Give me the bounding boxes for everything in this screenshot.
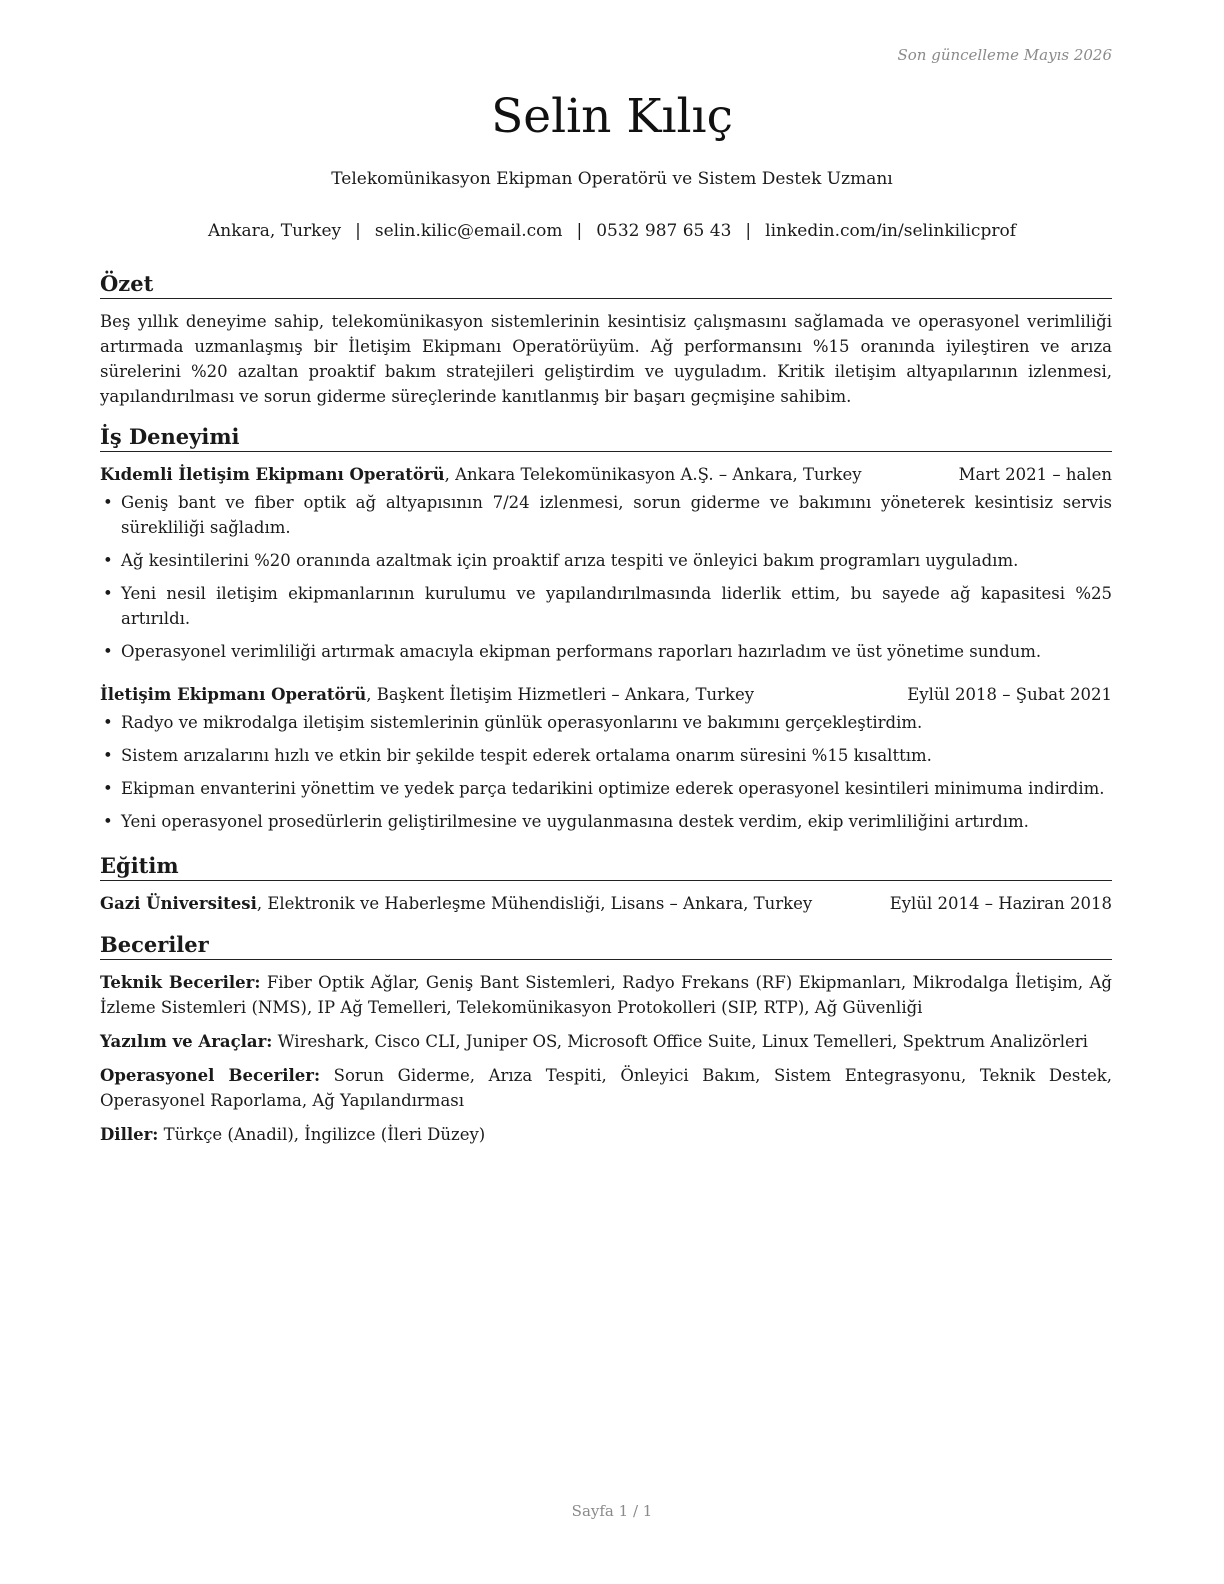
skill-label: Operasyonel Beceriler:	[100, 1066, 321, 1085]
skill-group	[100, 1122, 1112, 1147]
job-header	[100, 462, 1112, 488]
job-org: , Başkent İletişim Hizmetleri – Ankara, Turkey	[366, 685, 755, 704]
bullet-text: Geniş bant ve fiber optik ağ altyapısının 7/24 izlenmesi, sorun giderme ve bakımını yöneterek kesintisiz servis sürekliliği sağladım.	[121, 493, 1112, 537]
skill-text: Türkçe (Anadil), İngilizce (İleri Düzey)	[158, 1125, 486, 1144]
skill-label: Diller:	[100, 1125, 159, 1144]
job-dates: Mart 2021 – halen	[958, 465, 1112, 484]
bullet-icon: •	[103, 746, 113, 765]
bullet-text: Radyo ve mikrodalga iletişim sistemlerinin günlük operasyonlarını ve bakımını gerçekleştirdim.	[121, 713, 923, 732]
bullet-icon: •	[103, 551, 113, 570]
contact-location: Ankara, Turkey	[208, 221, 342, 241]
summary-text: Beş yıllık deneyime sahip, telekomünikasyon sistemlerinin kesintisiz çalışmasını sağlamada ve operasyonel verimliliği artırmada uzmanlaşmış bir İletişim Ekipmanı Operatörüyüm. Ağ performansını %15 oranında iyileştiren ve arıza sürelerini %20 azaltan proaktif bakım stratejileri geliştirdim ve uyguladım. Kritik iletişim altyapılarının izlenmesi, yapılandırılması ve sorun giderme süreçlerinde kanıtlanmış bir başarı geçmişine sahibim.	[100, 312, 1112, 406]
school-name: Gazi Üniversitesi	[100, 894, 257, 913]
contact-separator: |	[745, 221, 752, 241]
bullet-text: Yeni operasyonel prosedürlerin geliştirilmesine ve uygulanmasına destek verdim, ekip verimliliğini artırdım.	[121, 812, 1029, 831]
job-bullets	[100, 710, 1112, 834]
list-item	[100, 548, 1112, 573]
bullet-icon: •	[103, 812, 113, 831]
resume-content	[100, 270, 1112, 1156]
contact-linkedin[interactable]: linkedin.com/in/selinkilicprof	[765, 221, 1016, 241]
skill-label: Yazılım ve Araçlar:	[100, 1032, 273, 1051]
education-dates: Eylül 2014 – Haziran 2018	[889, 894, 1112, 913]
job-org: , Ankara Telekomünikasyon A.Ş. – Ankara, Turkey	[444, 465, 862, 484]
skill-group	[100, 1063, 1112, 1113]
list-item	[100, 490, 1112, 540]
job-dates: Eylül 2018 – Şubat 2021	[907, 685, 1112, 704]
last-updated: Son güncelleme Mayıs 2026	[897, 46, 1112, 64]
list-item	[100, 581, 1112, 631]
headline: Telekomünikasyon Ekipman Operatörü ve Sistem Destek Uzmanı	[331, 169, 893, 189]
job-header	[100, 682, 1112, 708]
list-item	[100, 639, 1112, 664]
contact-separator: |	[355, 221, 361, 241]
job-role: Kıdemli İletişim Ekipmanı Operatörü	[100, 465, 445, 484]
person-name: Selin Kılıç	[491, 89, 733, 144]
skill-label: Teknik Beceriler:	[100, 973, 261, 992]
list-item	[100, 743, 1112, 768]
bullet-text: Ağ kesintilerini %20 oranında azaltmak için proaktif arıza tespiti ve önleyici bakım programları uyguladım.	[121, 551, 1019, 570]
bullet-icon: •	[103, 779, 113, 798]
bullet-icon: •	[103, 584, 113, 603]
bullet-text: Sistem arızalarını hızlı ve etkin bir şekilde tespit ederek ortalama onarım süresini %15 kısalttım.	[121, 746, 932, 765]
job-role: İletişim Ekipmanı Operatörü	[100, 685, 367, 704]
job-entry	[100, 682, 1112, 834]
job-entry	[100, 462, 1112, 664]
skill-text: Fiber Optik Ağlar, Geniş Bant Sistemleri, Radyo Frekans (RF) Ekipmanları, Mikrodalga İletişim, Ağ İzleme Sistemleri (NMS), IP Ağ Temelleri, Telekomünikasyon Protokolleri (SIP, RTP), Ağ Güvenliği	[100, 973, 1112, 1017]
page-number: Sayfa 1 / 1	[571, 1502, 653, 1520]
section-title-education: Eğitim	[100, 852, 1112, 881]
list-item	[100, 710, 1112, 735]
education-entry	[100, 891, 1112, 917]
section-title-skills: Beceriler	[100, 931, 1112, 960]
education-detail: , Elektronik ve Haberleşme Mühendisliği, Lisans – Ankara, Turkey	[256, 894, 813, 913]
section-title-experience: İş Deneyimi	[100, 423, 1112, 452]
bullet-icon: •	[103, 642, 113, 661]
contact-separator: |	[576, 221, 583, 241]
job-bullets	[100, 490, 1112, 664]
list-item	[100, 809, 1112, 834]
bullet-text: Ekipman envanterini yönettim ve yedek parça tedarikini optimize ederek operasyonel kesintileri minimuma indirdim.	[121, 779, 1105, 798]
bullet-icon: •	[103, 493, 113, 512]
list-item	[100, 776, 1112, 801]
contact-phone: 0532 987 65 43	[596, 221, 732, 241]
contact-line	[0, 220, 1224, 242]
bullet-icon: •	[103, 713, 113, 732]
bullet-text: Operasyonel verimliliği artırmak amacıyla ekipman performans raporları hazırladım ve üst yönetime sundum.	[121, 642, 1042, 661]
skill-text: Wireshark, Cisco CLI, Juniper OS, Microsoft Office Suite, Linux Temelleri, Spektrum Analizörleri	[272, 1032, 1088, 1051]
skill-group	[100, 970, 1112, 1020]
skill-group	[100, 1029, 1112, 1054]
skill-text: Sorun Giderme, Arıza Tespiti, Önleyici Bakım, Sistem Entegrasyonu, Teknik Destek, Operasyonel Raporlama, Ağ Yapılandırması	[100, 1066, 1112, 1110]
section-title-summary: Özet	[100, 270, 1112, 299]
contact-email[interactable]: selin.kilic@email.com	[374, 221, 563, 241]
bullet-text: Yeni nesil iletişim ekipmanlarının kurulumu ve yapılandırılmasında liderlik ettim, bu sayede ağ kapasitesi %25 artırıldı.	[121, 584, 1112, 628]
